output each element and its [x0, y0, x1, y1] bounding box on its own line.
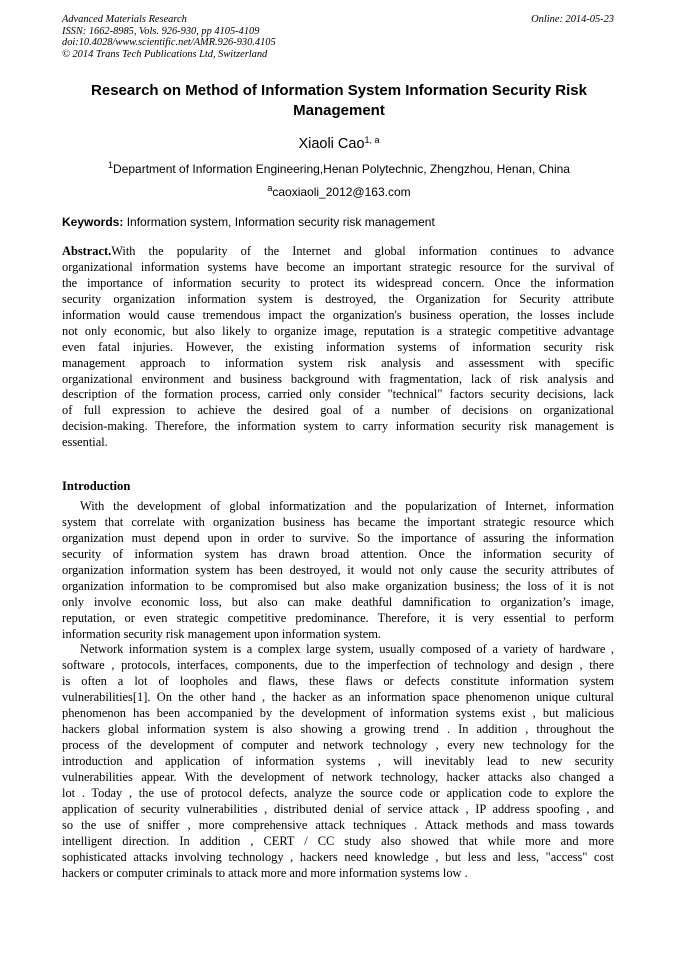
abstract-line: essential. — [62, 435, 108, 450]
abstract-line: not only economic, but also likely to organize image, reputation is a strategic competitive advantage — [62, 323, 614, 338]
intro-line: organization information to be compromised but also make organization business; the loss of it is not — [62, 578, 614, 593]
copyright-line: © 2014 Trans Tech Publications Ltd, Switzerland — [62, 48, 268, 60]
abstract-line: information would cause tremendous impact the organization's business operation, the losses include — [62, 307, 614, 322]
affiliation — [62, 157, 616, 177]
abstract-label: Abstract. — [62, 244, 112, 258]
author-sup: 1, a — [364, 135, 380, 145]
intro-line: reputation, or even strategic competitive predominance. Therefore, it is very essential to perform — [62, 610, 614, 625]
keywords — [62, 214, 616, 230]
intro-line: hackers or computer criminals to attack more and more information systems low . — [62, 865, 468, 880]
intro-line: Network information system is a complex large system, usually composed of a variety of hardware , — [80, 642, 614, 657]
intro-line: intelligent direction. In addition , CERT / CC study also showed that while more and more — [62, 833, 614, 848]
author-email — [62, 180, 616, 200]
abstract-line: organizational information systems have become an important strategic resource for the survival of — [62, 259, 614, 274]
intro-line: organization must depend upon in order to survive. So the importance of assuring the information — [62, 530, 614, 545]
author-name: Xiaoli Cao — [298, 136, 365, 152]
issn-line: ISSN: 1662-8985, Vols. 926-930, pp 4105-4109 — [62, 25, 260, 37]
abstract-line: management approach to information system risk analysis and assessment with specific — [62, 355, 614, 370]
abstract-line: description of the formation process, carried only consider "technical" factors security decisions, lack — [62, 387, 614, 402]
intro-line: only involve economic loss, but also can make deathful damnification to organization’s image, — [62, 594, 614, 609]
email-text: caoxiaoli_2012@163.com — [272, 185, 411, 199]
intro-line: organization information system has been destroyed, it would not only cause the security attributes of — [62, 562, 614, 577]
title-line: Management — [293, 102, 385, 119]
intro-line: introduction and application of information systems , will inevitably lead to new security — [62, 754, 614, 768]
introduction-body — [62, 499, 614, 882]
intro-line: is often a lot of loopholes and flaws, these flaws or defects constitute information system — [62, 674, 614, 689]
journal-header — [62, 14, 276, 60]
intro-line: so the use of sniffer , more comprehensive attack techniques . Attack methods and mass towards — [62, 817, 614, 832]
abstract-line: the importance of information security to protect its widespread concern. Once the information — [62, 275, 614, 290]
title-line: Research on Method of Information System Information Security Risk — [91, 82, 587, 99]
intro-line: software , protocols, interfaces, components, due to the imperfection of technology and design , there — [62, 658, 614, 673]
intro-line: security of information system has drawn broad attention. Once the information security of — [62, 546, 614, 561]
intro-line: lot . Today , the use of protocol defects, analyze the source code or application code to explore the — [62, 785, 614, 800]
intro-line: sophisticated attacks involving technology , hackers need knowledge , but less and less, "access" cost — [62, 849, 614, 864]
abstract-line: security organization information system is destroyed, the Organization for Security attribute — [62, 291, 614, 306]
affiliation-text: Department of Information Engineering,Henan Polytechnic, Zhengzhou, Henan, China — [113, 162, 570, 176]
abstract-line: decision-making. Therefore, the information system to carry information security risk management is — [62, 419, 614, 434]
abstract-line: even fatal injuries. However, the existing information systems of information security risk — [62, 339, 614, 354]
affiliation-sup: 1 — [108, 160, 114, 170]
abstract-line: Abstract.With the popularity of the Internet and global information continues to advance — [62, 244, 614, 258]
email-sup: a — [267, 183, 273, 193]
intro-line: vulnerabilities appear. With the development of network technology, hacker attacks also changed a — [62, 769, 614, 784]
abstract-line: organizational environment and business background with fragmentation, lack of risk analysis and — [62, 371, 614, 386]
journal-name: Advanced Materials Research — [62, 14, 187, 25]
keywords-label: Keywords: — [62, 215, 124, 229]
intro-line: system that correlate with organization business has became the important strategic resource which — [62, 514, 614, 529]
intro-line: application of security vulnerabilities , distributed denial of service attack , IP address spoofing , and — [62, 801, 614, 816]
intro-line: information security risk management upon information system. — [62, 626, 381, 641]
intro-line: hackers global information system is also showing a growing trend . In addition , throughout the — [62, 722, 614, 737]
online-date — [531, 14, 614, 26]
section-heading-introduction: Introduction — [62, 479, 131, 493]
abstract-line: of full expression to achieve the desired goal of a number of decisions on organizational — [62, 403, 614, 418]
paper-title — [62, 81, 616, 121]
intro-line: vulnerabilities[1]. On the other hand , the hacker as an information space phenomenon unique cultural — [62, 690, 614, 705]
author — [62, 131, 616, 153]
intro-line: process of the development of computer and network technology , every new technology for the — [62, 738, 614, 753]
keywords-text: Information system, Information security risk management — [123, 215, 435, 229]
intro-line: phenomenon has been accompanied by the development of information systems exist , but malicious — [62, 706, 614, 721]
abstract — [62, 244, 614, 451]
intro-line: With the development of global informatization and the popularization of Internet, information — [80, 499, 614, 513]
online-date-text: Online: 2014-05-23 — [531, 14, 614, 25]
doi-line: doi:10.4028/www.scientific.net/AMR.926-930.4105 — [62, 37, 276, 49]
